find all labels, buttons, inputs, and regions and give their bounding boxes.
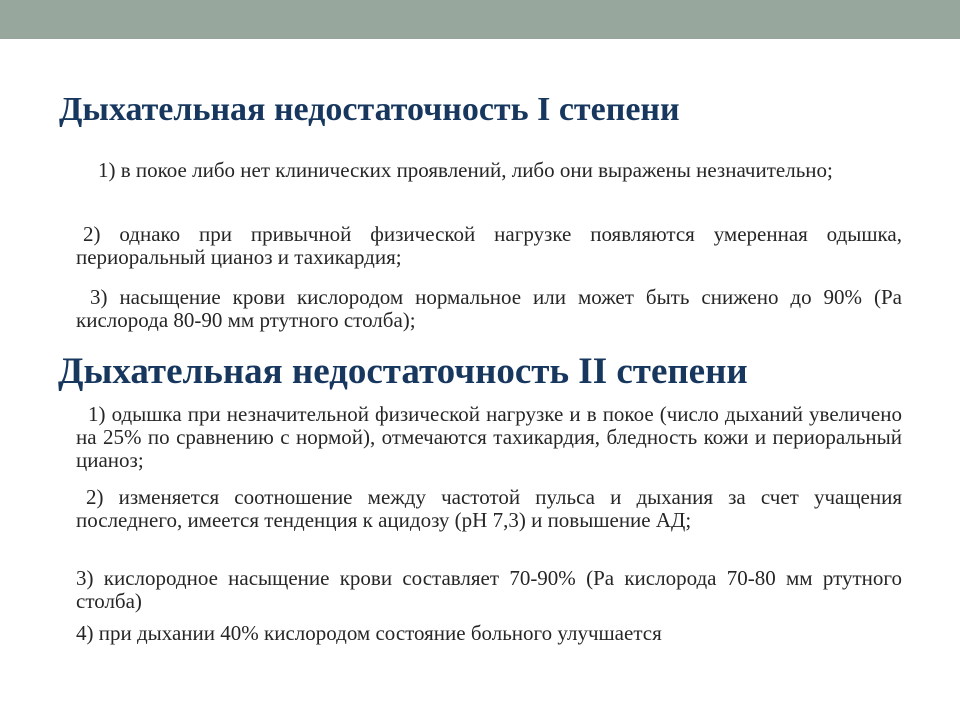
heading-degree-1: Дыхательная недостаточность I степени [59, 91, 680, 128]
degree-2-item-2: 2) изменяется соотношение между частотой пульса и дыхания за счет учащения последнего, имеется тенденция к ацидозу (pH 7,3) и повышение АД; [76, 485, 902, 532]
degree-2-item-4: 4) при дыхании 40% кислородом состояние больного улучшается [76, 621, 662, 645]
degree-1-item-1: 1) в покое либо нет клинических проявлений, либо они выражены незначительно; [98, 158, 833, 182]
top-decorative-band [0, 0, 960, 39]
degree-1-item-3: 3) насыщение крови кислородом нормальное или может быть снижено до 90% (Pa кислорода 80-90 мм ртутного столба); [76, 285, 902, 332]
degree-1-item-2: 2) однако при привычной физической нагрузке появляются умеренная одышка, периоральный цианоз и тахикардия; [76, 222, 902, 269]
degree-2-item-3: 3) кислородное насыщение крови составляет 70-90% (Pa кислорода 70-80 мм ртутного столба) [76, 566, 902, 613]
degree-2-item-1: 1) одышка при незначительной физической нагрузке и в покое (число дыханий увеличено на 25% по сравнению с нормой), отмечаются тахикардия, бледность кожи и периоральный цианоз; [76, 402, 902, 472]
heading-degree-2: Дыхательная недостаточность II степени [58, 351, 748, 392]
